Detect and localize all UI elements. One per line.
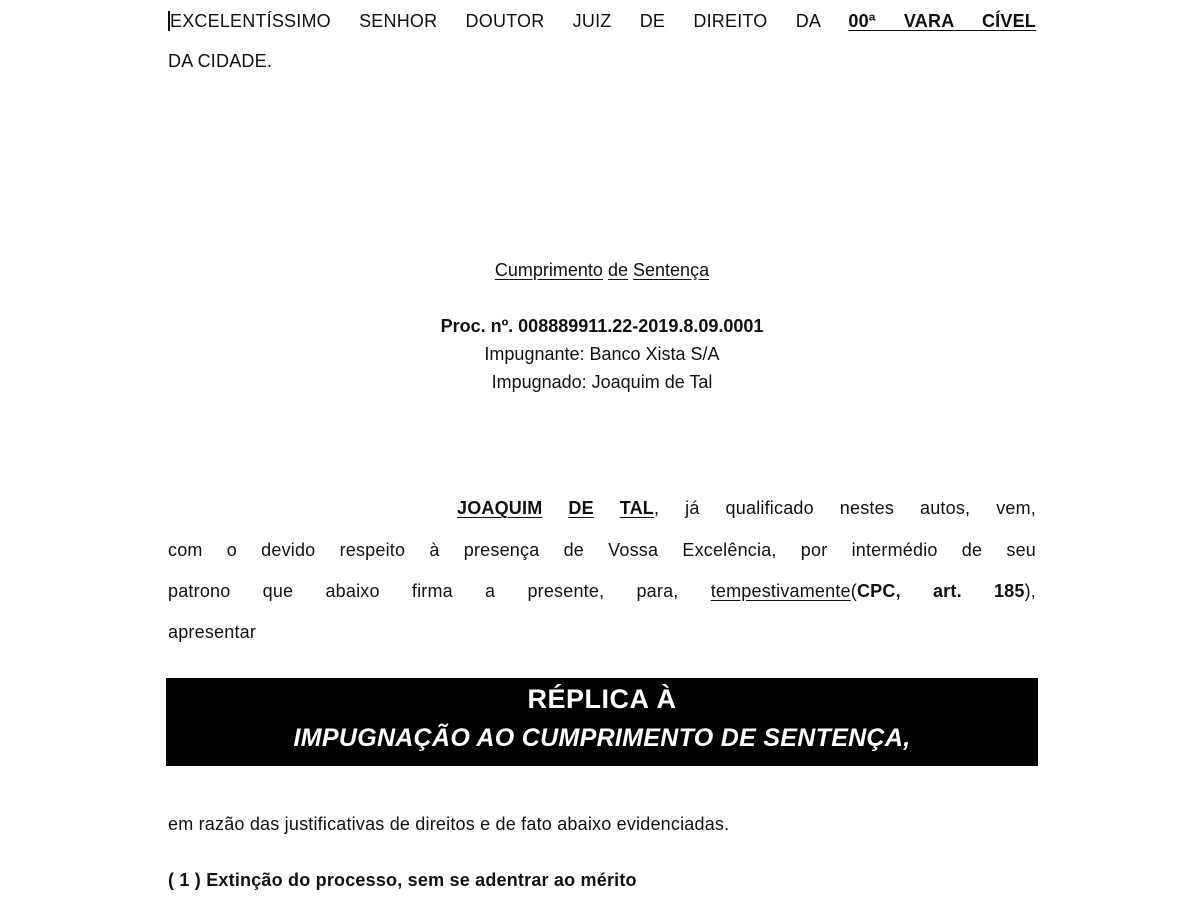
process-number: Proc. nº. 008889911.22-2019.8.09.0001 (440, 316, 764, 336)
address-line-1 (168, 10, 1036, 32)
party-name-1: JOAQUIM (457, 498, 543, 518)
paren-open: ( (850, 581, 857, 601)
paren-close: ), (1024, 581, 1037, 601)
reason-line: em razão das justificativas de direitos e de fato abaixo evidenciadas. (168, 814, 730, 834)
vara-name: 00ª VARA CÍVEL (848, 11, 1036, 31)
party-name-3: TAL (619, 498, 655, 518)
party-name-2: DE (568, 498, 594, 518)
body-line-1 (457, 497, 1036, 519)
reply-title-banner (166, 678, 1038, 766)
banner-title-line-2: IMPUGNAÇÃO AO CUMPRIMENTO DE SENTENÇA, (293, 724, 911, 752)
cpc-citation: CPC, art. 185 (856, 581, 1025, 601)
tempestivamente-term: tempestivamente (710, 581, 851, 601)
action-word-2: de (607, 260, 628, 280)
body-line-3 (168, 580, 1036, 602)
impugnante: Impugnante: Banco Xista S/A (484, 344, 720, 364)
action-title (168, 258, 1036, 282)
body-line-4: apresentar (168, 622, 257, 642)
body-line-3-start: patrono que abaixo firma a presente, para, (168, 581, 679, 601)
address-text: EXCELENTÍSSIMO SENHOR DOUTOR JUIZ DE DIREITO DA (170, 11, 849, 31)
body-line-1-rest: , já qualificado nestes autos, vem, (654, 498, 1036, 518)
impugnado: Impugnado: Joaquim de Tal (491, 372, 713, 392)
body-line-2: com o devido respeito à presença de Vossa Excelência, por intermédio de seu (168, 540, 1036, 560)
action-word-3: Sentença (633, 260, 710, 280)
section-heading-1: ( 1 ) Extinção do processo, sem se adentrar ao mérito (168, 870, 637, 890)
action-word-1: Cumprimento (494, 260, 603, 280)
address-line-2: DA CIDADE. (168, 51, 273, 71)
banner-title-line-1: RÉPLICA À (527, 684, 677, 714)
